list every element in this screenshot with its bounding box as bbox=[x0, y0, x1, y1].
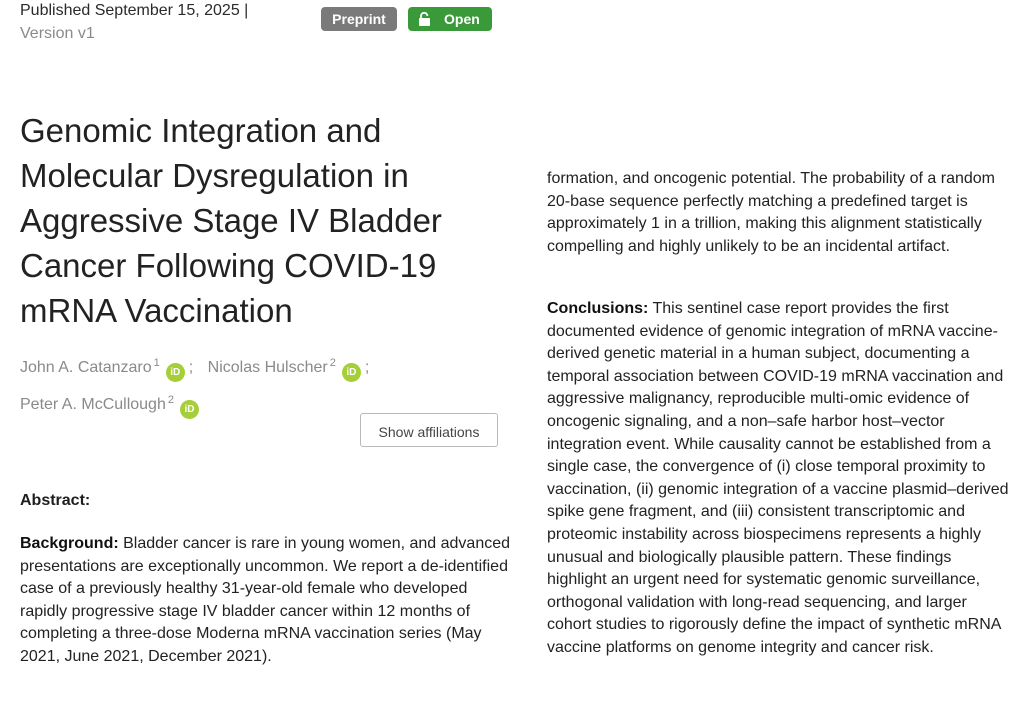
author-separator: ; bbox=[188, 359, 194, 376]
abstract-heading: Abstract: bbox=[20, 492, 91, 509]
published-date: Published September 15, 2025 bbox=[20, 2, 240, 19]
orcid-icon[interactable]: iD bbox=[166, 363, 185, 382]
continued-paragraph: formation, and oncogenic potential. The probability of a random 20-base sequence perfectly matching a predefined target is approximately 1 in a trillion, making this alignment statistically compelling and highly unlikely to be an incidental artifact. bbox=[547, 170, 995, 255]
affiliation-number: 2 bbox=[329, 357, 336, 369]
author-list bbox=[20, 347, 500, 421]
separator: | bbox=[239, 2, 249, 19]
background-paragraph bbox=[20, 533, 510, 669]
open-access-badge bbox=[408, 7, 492, 31]
affiliation-number: 2 bbox=[167, 394, 174, 406]
author-item[interactable] bbox=[20, 359, 185, 376]
abstract-background-section bbox=[20, 533, 510, 669]
author-separator: ; bbox=[364, 359, 370, 376]
open-badge-label: Open bbox=[444, 11, 480, 27]
preprint-badge bbox=[321, 7, 397, 31]
background-label: Background: bbox=[20, 535, 119, 552]
author-item[interactable] bbox=[208, 359, 361, 376]
background-text: Bladder cancer is rare in young women, and advanced presentations are exceptionally uncommon. We report a de-identified case of a previously healthy 31-year-old female who developed rapidly progressive stage IV bladder cancer within 12 months of completing a three-dose Moderna mRNA vaccination series (May 2021, June 2021, December 2021). bbox=[20, 535, 511, 665]
author-item[interactable] bbox=[20, 396, 199, 413]
orcid-icon[interactable]: iD bbox=[180, 400, 199, 419]
author-name[interactable]: Peter A. McCullough bbox=[20, 396, 166, 413]
affiliation-number: 1 bbox=[153, 357, 160, 369]
author-name[interactable]: John A. Catanzaro bbox=[20, 359, 152, 376]
unlock-icon bbox=[418, 12, 431, 26]
abstract-conclusions-section bbox=[547, 298, 1009, 660]
article-title: Genomic Integration and Molecular Dysregulation in Aggressive Stage IV Bladder Cancer Following COVID-19 mRNA Vaccination bbox=[20, 112, 442, 329]
preprint-badge-label: Preprint bbox=[332, 11, 386, 27]
version-label: Version v1 bbox=[20, 25, 95, 42]
conclusions-label: Conclusions: bbox=[547, 300, 649, 317]
conclusions-paragraph bbox=[547, 298, 1009, 660]
orcid-icon[interactable]: iD bbox=[342, 363, 361, 382]
show-affiliations-button[interactable]: Show affiliations bbox=[360, 413, 498, 447]
abstract-continued-section bbox=[547, 168, 1009, 258]
conclusions-text: This sentinel case report provides the first documented evidence of genomic integration of mRNA vaccine-derived genetic material in a human subject, documenting a temporal association between COVID-19 mRNA vaccination and aggressive malignancy, reproducible multi-omic evidence of oncogenic signaling, and a non–safe harbor host–vector integration event. While causality cannot be established from a single case, the convergence of (i) close temporal proximity to vaccination, (ii) genomic integration of a vaccine plasmid–derived spike gene fragment, and (iii) consistent transcriptomic and proteomic instability across biospecimens represents a highly unusual and biologically plausible pattern. These findings highlight an urgent need for systematic genomic surveillance, orthogonal validation with long-read sequencing, and larger cohort studies to rigorously define the impact of synthetic mRNA vaccine platforms on genome integrity and cancer risk. bbox=[547, 300, 1009, 656]
author-name[interactable]: Nicolas Hulscher bbox=[207, 359, 328, 376]
publication-info bbox=[20, 0, 260, 45]
